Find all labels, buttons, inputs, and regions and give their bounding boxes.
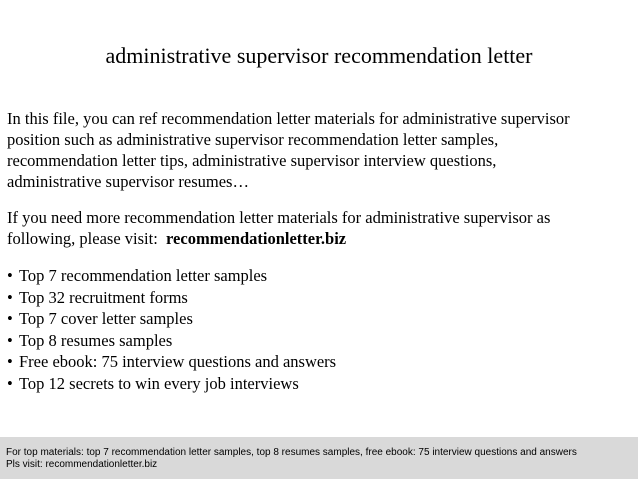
list-item <box>7 265 633 287</box>
list-item-text: Free ebook: 75 interview questions and answers <box>19 352 337 372</box>
bullet-icon: • <box>7 266 13 285</box>
list-item <box>7 373 633 395</box>
more-info-paragraph <box>7 207 633 249</box>
website-link[interactable]: recommendationletter.biz <box>166 229 347 248</box>
more-info-line: If you need more recommendation letter materials for administrative supervisor as <box>7 208 551 227</box>
bullet-icon: • <box>7 309 13 329</box>
bullet-icon: • <box>7 330 13 350</box>
list-item <box>7 287 633 309</box>
list-item-text: Top 7 cover letter samples <box>19 309 193 329</box>
footer-banner <box>0 437 638 479</box>
list-item <box>7 330 633 352</box>
list-item-text: Top 12 secrets to win every job interviews <box>19 373 299 393</box>
intro-line: recommendation letter tips, administrative supervisor interview questions, <box>7 151 497 170</box>
bullet-list <box>7 265 633 395</box>
list-item <box>7 308 633 330</box>
more-info-line <box>7 228 633 249</box>
intro-line: position such as administrative supervisor recommendation letter samples, <box>7 130 499 149</box>
intro-line: In this file, you can ref recommendation letter materials for administrative supervisor <box>7 109 570 128</box>
bullet-icon: • <box>7 373 13 393</box>
list-item-text: Top 7 recommendation letter samples <box>19 266 268 285</box>
visit-prefix: following, please visit: <box>7 229 158 248</box>
intro-paragraph <box>7 108 633 192</box>
list-item <box>7 351 633 373</box>
intro-line: administrative supervisor resumes… <box>7 172 249 191</box>
bullet-icon: • <box>7 352 13 372</box>
list-item-text: Top 8 resumes samples <box>19 330 173 350</box>
footer-line: For top materials: top 7 recommendation letter samples, top 8 resumes samples, free ebook: 75 interview questions and answers <box>6 447 577 458</box>
bullet-icon: • <box>7 287 13 307</box>
list-item-text: Top 32 recruitment forms <box>19 287 188 307</box>
footer-line: Pls visit: recommendationletter.biz <box>6 459 158 470</box>
page-title: administrative supervisor recommendation letter <box>105 43 533 68</box>
